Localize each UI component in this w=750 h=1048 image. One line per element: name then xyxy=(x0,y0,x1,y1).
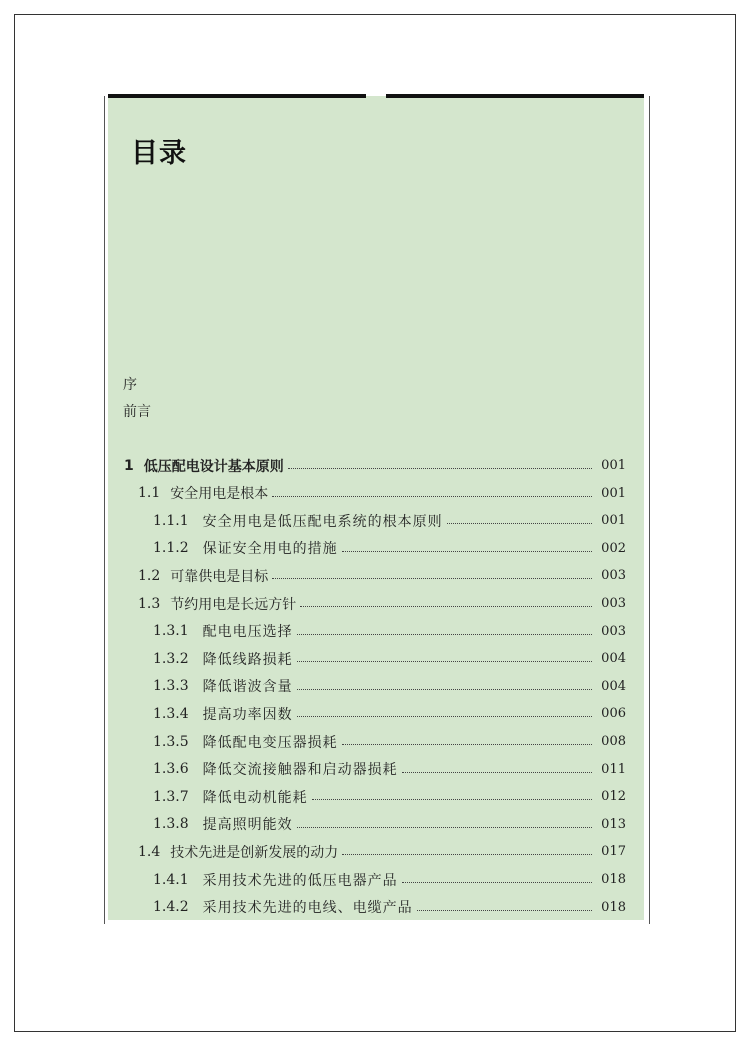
toc-entry-title: 提高照明能效 xyxy=(202,817,293,834)
toc-entry-page: 004 xyxy=(601,678,626,694)
toc-entry-number: 1 xyxy=(124,457,134,474)
toc-entry-title: 安全用电是低压配电系统的根本原则 xyxy=(202,513,443,530)
toc-entry[interactable] xyxy=(108,452,644,479)
toc-entry-number: 1.4.2 xyxy=(153,899,189,916)
toc-entry-title: 降低电动机能耗 xyxy=(202,789,308,806)
dot-leader xyxy=(402,772,592,773)
toc-entry[interactable] xyxy=(108,507,644,534)
toc-entry-number: 1.3 xyxy=(138,595,161,612)
toc-entry-title: 技术先进是创新发展的动力 xyxy=(170,844,339,861)
top-rule-left xyxy=(108,94,366,98)
toc-entry-title: 降低交流接触器和启动器损耗 xyxy=(202,762,398,779)
toc-entry-page: 002 xyxy=(601,540,626,556)
toc-entry[interactable] xyxy=(108,866,644,893)
dot-leader xyxy=(288,468,592,469)
toc-entry-page: 001 xyxy=(601,513,626,529)
toc-entry-page: 017 xyxy=(601,844,626,860)
toc-entry-number: 1.2 xyxy=(138,567,161,584)
dot-leader xyxy=(272,578,592,579)
toc-entry-title: 节约用电是长远方针 xyxy=(170,596,297,613)
toc-entry[interactable] xyxy=(108,756,644,783)
front-matter-preface[interactable]: 序 xyxy=(123,377,137,393)
toc-entry-title: 配电电压选择 xyxy=(202,624,293,641)
toc-entry-number: 1.1.2 xyxy=(153,540,189,557)
toc-entry-number: 1.3.7 xyxy=(153,788,189,805)
toc-entry-title: 采用技术先进的低压电器产品 xyxy=(202,872,398,889)
toc-entry-number: 1.3.4 xyxy=(153,705,189,722)
front-matter-foreword[interactable]: 前言 xyxy=(123,404,151,420)
toc-entry-title: 降低谐波含量 xyxy=(202,679,293,696)
toc-entry[interactable] xyxy=(108,673,644,700)
dot-leader xyxy=(312,799,592,800)
toc-entry[interactable] xyxy=(108,783,644,810)
dot-leader xyxy=(342,551,592,552)
dot-leader xyxy=(447,523,592,524)
toc-entry-page: 001 xyxy=(601,458,626,473)
toc-entry-page: 004 xyxy=(601,651,626,667)
page-title: 目录 xyxy=(131,138,187,169)
toc-entry[interactable] xyxy=(108,480,644,507)
toc-entry-page: 012 xyxy=(601,789,626,805)
top-rule-right xyxy=(386,94,644,98)
toc-entry-number: 1.4 xyxy=(138,843,161,860)
panel-right-edge xyxy=(649,96,650,924)
toc-entry-page: 003 xyxy=(601,568,626,584)
toc-entry-title: 采用技术先进的电线、电缆产品 xyxy=(202,900,413,917)
toc-entry-number: 1.3.2 xyxy=(153,650,189,667)
dot-leader xyxy=(417,910,592,911)
toc-entry-page: 003 xyxy=(601,623,626,639)
toc-entry-number: 1.3.1 xyxy=(153,623,189,640)
toc-entry[interactable] xyxy=(108,618,644,645)
toc-entry-page: 008 xyxy=(601,734,626,749)
toc-entry-page: 018 xyxy=(601,899,626,915)
toc-entry-number: 1.1.1 xyxy=(153,512,189,529)
dot-leader xyxy=(297,689,592,690)
toc-entry[interactable] xyxy=(108,535,644,562)
toc-entry-number: 1.3.5 xyxy=(153,733,189,750)
toc-entry[interactable] xyxy=(108,838,644,865)
dot-leader xyxy=(342,854,592,855)
dot-leader xyxy=(297,661,592,662)
dot-leader xyxy=(297,634,592,635)
toc-entry-page: 003 xyxy=(601,596,626,611)
toc-entry-number: 1.3.6 xyxy=(153,761,189,778)
toc-entry-title: 提高功率因数 xyxy=(202,706,293,723)
toc-entry-page: 013 xyxy=(601,816,626,832)
toc-entry-page: 011 xyxy=(601,761,626,777)
dot-leader xyxy=(297,716,592,717)
panel-left-edge xyxy=(104,96,105,924)
toc-entry[interactable] xyxy=(108,645,644,672)
toc-entry[interactable] xyxy=(108,700,644,727)
dot-leader xyxy=(342,744,592,745)
toc-entry-title: 保证安全用电的措施 xyxy=(202,541,338,558)
toc-entry-page: 001 xyxy=(601,485,626,501)
toc-entry-title: 降低线路损耗 xyxy=(202,651,293,668)
toc-entry-number: 1.1 xyxy=(138,485,161,502)
dot-leader xyxy=(402,882,592,883)
toc-entry-number: 1.3.8 xyxy=(153,816,189,833)
toc-entry[interactable] xyxy=(108,590,644,617)
toc-entry[interactable] xyxy=(108,894,644,921)
toc-entry-title: 降低配电变压器损耗 xyxy=(202,734,338,751)
toc-entry-number: 1.3.3 xyxy=(153,678,189,695)
toc-entry-title: 可靠供电是目标 xyxy=(170,568,269,585)
toc-entry[interactable] xyxy=(108,562,644,589)
toc-entry-page: 006 xyxy=(601,706,626,722)
dot-leader xyxy=(297,827,592,828)
toc-entry[interactable] xyxy=(108,728,644,755)
dot-leader xyxy=(300,606,592,607)
toc-entry-title: 低压配电设计基本原则 xyxy=(143,458,284,475)
toc-entry-title: 安全用电是根本 xyxy=(170,486,269,503)
toc-entry-page: 018 xyxy=(601,872,626,887)
toc-entry-number: 1.4.1 xyxy=(153,871,189,888)
dot-leader xyxy=(272,496,592,497)
toc-entry[interactable] xyxy=(108,811,644,838)
